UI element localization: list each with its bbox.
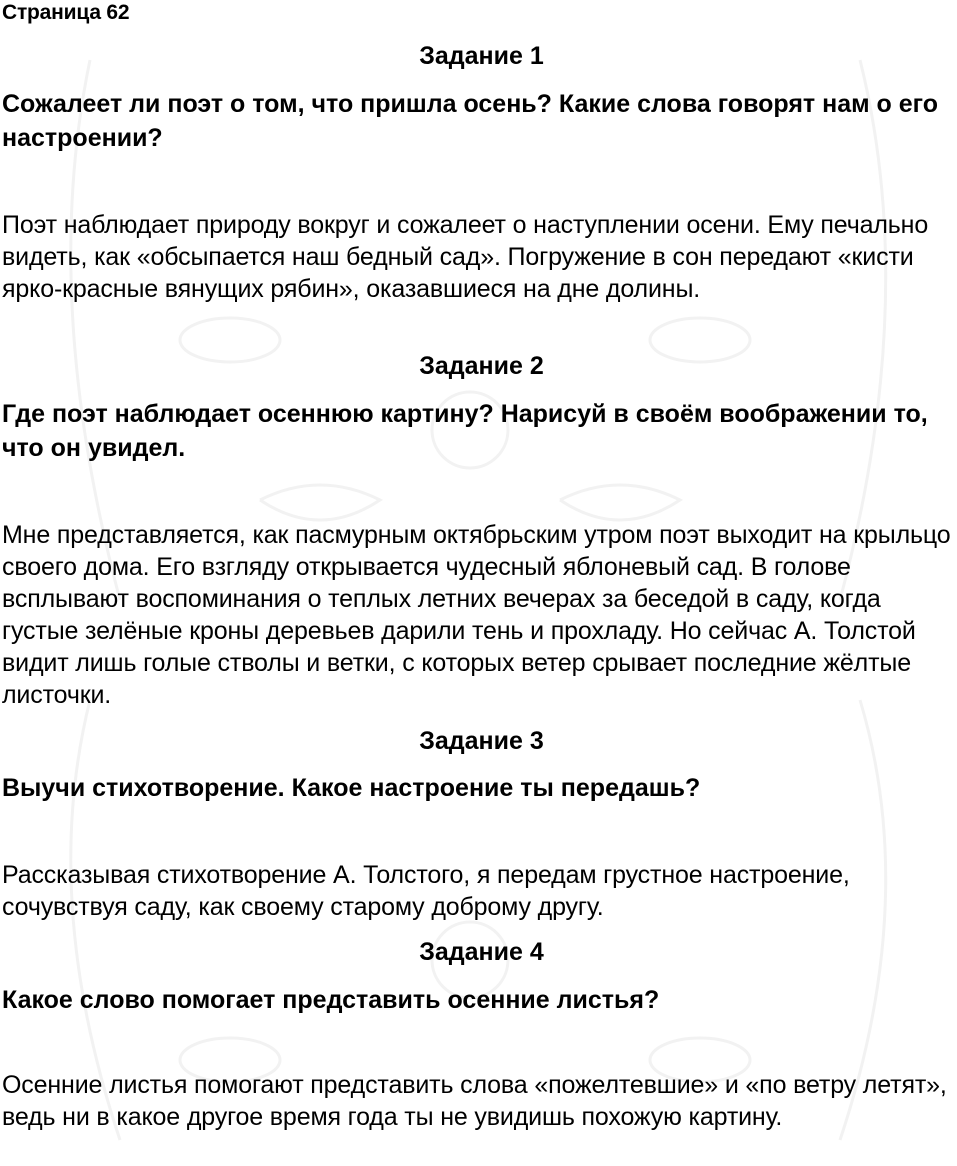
task-1-title: Задание 1 <box>419 42 544 70</box>
task-3-question: Выучи стихотворение. Какое настроение ты передашь? <box>2 774 701 802</box>
task-1-answer: Поэт наблюдает природу вокруг и сожалеет о наступлении осени. Ему печально видеть, как «обсыпается наш бедный сад». Погружение в сон передают «кисти ярко-красные вянущих рябин», оказавшиеся на дне долины. <box>2 211 929 303</box>
task-1-question: Сожалеет ли поэт о том, что пришла осень? Какие слова говорят нам о его настроении? <box>2 90 939 152</box>
task-3-title: Задание 3 <box>419 727 544 755</box>
task-4-title: Задание 4 <box>419 938 544 966</box>
page-label: Страница 62 <box>2 1 130 24</box>
task-4-question: Какое слово помогает представить осенние листья? <box>2 986 660 1014</box>
task-2-title: Задание 2 <box>419 352 544 380</box>
task-4-answer: Осенние листья помогают представить слова «пожелтевшие» и «по ветру летят», ведь ни в какое другое время года ты не увидишь похожую картину. <box>2 1071 947 1131</box>
task-2-question: Где поэт наблюдает осеннюю картину? Нарисуй в своём воображении то, что он увидел. <box>2 400 928 462</box>
task-3-answer: Рассказывая стихотворение А. Толстого, я передам грустное настроение, сочувствуя саду, как своему старому доброму другу. <box>2 861 850 921</box>
task-2-answer: Мне представляется, как пасмурным октябрьским утром поэт выходит на крыльцо своего дома. Его взгляду открывается чудесный яблоневый сад. В голове всплывают воспоминания о теплых летних вечерах за беседой в саду, когда густые зелёные кроны деревьев дарили тень и прохладу. Но сейчас А. Толстой видит лишь голые стволы и ветки, с которых ветер срывает последние жёлтые листочки. <box>2 521 951 709</box>
